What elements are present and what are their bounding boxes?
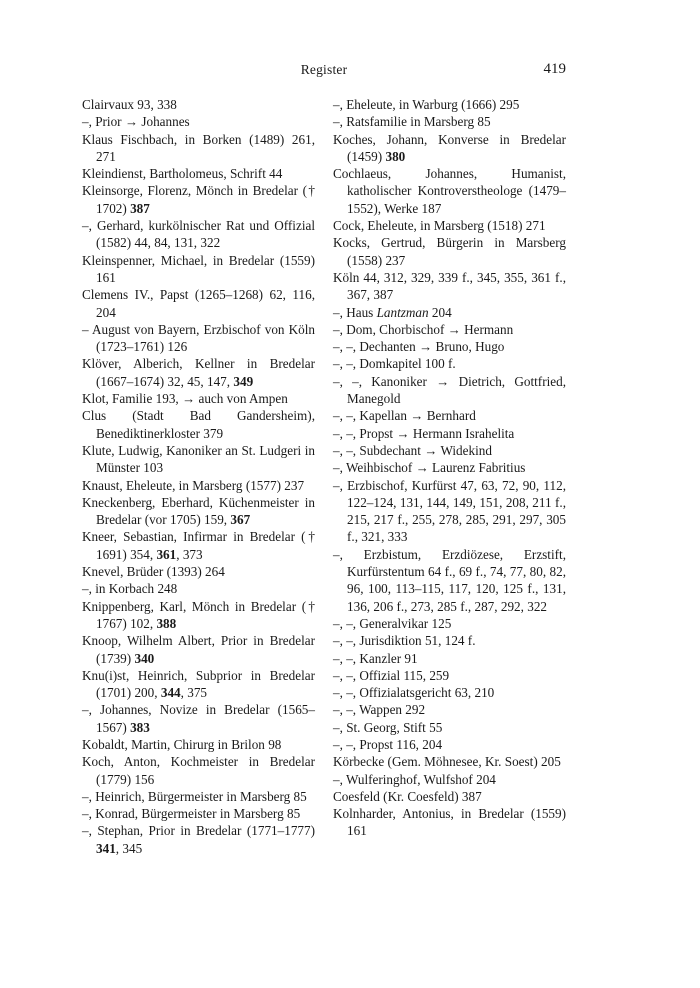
index-column-left xyxy=(82,96,315,857)
index-entry xyxy=(82,321,315,356)
index-entry xyxy=(82,442,315,477)
entry-text: Kneer, Sebastian, Infirmar in Bredelar († 1691) 354, xyxy=(82,529,315,562)
index-entry xyxy=(82,182,315,217)
entry-text: –, –, Dechanten → Bruno, Hugo xyxy=(333,339,505,355)
index-entry xyxy=(82,165,315,182)
entry-text: Knevel, Brüder (1393) 264 xyxy=(82,564,225,580)
entry-text: Klot, Familie 193, → auch von Ampen xyxy=(82,391,288,407)
entry-text: Klöver, Alberich, Kellner in Bredelar (1667–1674) 32, 45, 147, xyxy=(82,356,315,389)
entry-text: Kleinsorge, Florenz, Mönch in Bredelar († 1702) xyxy=(82,183,315,216)
index-column-right xyxy=(333,96,566,840)
entry-text: –, –, Offizial 115, 259 xyxy=(333,667,450,683)
index-entry xyxy=(82,701,315,736)
entry-text: Koch, Anton, Kochmeister in Bredelar (1779) 156 xyxy=(82,754,315,787)
entry-text: –, Haus xyxy=(333,304,377,320)
index-entry xyxy=(333,165,566,217)
entry-text: –, –, Offizialatsgericht 63, 210 xyxy=(333,685,495,701)
entry-text: Cock, Eheleute, in Marsberg (1518) 271 xyxy=(333,218,546,234)
entry-text: –, Heinrich, Bürgermeister in Marsberg 85 xyxy=(82,788,307,804)
index-entry xyxy=(333,719,566,736)
index-entry xyxy=(333,442,566,459)
entry-text: Köln 44, 312, 329, 339 f., 345, 355, 361 f., 367, 387 xyxy=(333,269,566,303)
index-entry xyxy=(333,805,566,840)
entry-text: –, –, Kanzler 91 xyxy=(333,650,418,666)
entry-text: –, Ratsfamilie in Marsberg 85 xyxy=(333,114,491,130)
index-entry xyxy=(333,736,566,753)
index-entry xyxy=(82,563,315,580)
entry-text: –, Prior → Johannes xyxy=(82,114,190,130)
index-entry xyxy=(82,528,315,563)
entry-text: Klute, Ludwig, Kanoniker an St. Ludgeri in Münster 103 xyxy=(82,442,315,476)
entry-text: Koches, Johann, Konverse in Bredelar (1459) xyxy=(333,131,566,164)
index-entry xyxy=(333,684,566,701)
index-entry xyxy=(333,753,566,770)
index-entry xyxy=(82,580,315,597)
index-entry xyxy=(82,217,315,252)
entry-page-ref-bold: 388 xyxy=(156,615,177,631)
index-entry xyxy=(82,788,315,805)
entry-text: Körbecke (Gem. Möhnesee, Kr. Soest) 205 xyxy=(333,754,561,770)
index-entry xyxy=(333,234,566,269)
entry-page-ref-bold: 367 xyxy=(230,512,251,528)
entry-text: Knaust, Eheleute, in Marsberg (1577) 237 xyxy=(82,477,305,493)
entry-text: –, Weihbischof → Laurenz Fabritius xyxy=(333,460,526,476)
index-entry xyxy=(82,805,315,822)
index-entry xyxy=(333,477,566,546)
index-entry xyxy=(82,667,315,702)
entry-text: Kleindienst, Bartholomeus, Schrift 44 xyxy=(82,166,283,182)
entry-text-italic: Lantzman xyxy=(376,304,429,320)
entry-text: Kobaldt, Martin, Chirurg in Brilon 98 xyxy=(82,736,282,752)
entry-text: –, –, Generalvikar 125 xyxy=(333,615,452,631)
index-entry xyxy=(333,217,566,234)
entry-page-ref-bold: 341 xyxy=(96,840,116,856)
entry-text: Clairvaux 93, 338 xyxy=(82,97,177,112)
entry-text: –, Dom, Chorbischof → Hermann xyxy=(333,321,514,337)
index-entry xyxy=(333,321,566,338)
page-number: 419 xyxy=(543,61,566,77)
entry-page-ref-bold: 361 xyxy=(156,546,177,562)
index-entry xyxy=(333,96,566,113)
entry-text: –, Erzbischof, Kurfürst 47, 63, 72, 90, 112, 122–124, 131, 144, 149, 151, 208, 211 f., 215, 217 f., 255, 278, 285, 291, 297, 305 f., 321, 333 xyxy=(333,477,566,545)
entry-page-ref-bold: 380 xyxy=(385,148,406,164)
entry-text: –, Erzbistum, Erzdiözese, Erzstift, Kurfürstentum 64 f., 69 f., 74, 77, 80, 82, 96, 100, 113–115, 117, 120, 125 f., 131, 136, 206 f., 273, 285 f., 287, 292, 322 xyxy=(333,546,566,614)
index-entry xyxy=(82,753,315,788)
index-entry xyxy=(333,304,566,321)
index-entry xyxy=(82,131,315,166)
entry-text: –, –, Propst 116, 204 xyxy=(333,736,443,752)
index-entry xyxy=(82,407,315,442)
index-entry xyxy=(82,113,315,130)
entry-text: –, –, Kanoniker → Dietrich, Gottfried, Manegold xyxy=(333,373,566,407)
entry-text: – August von Bayern, Erzbischof von Köln (1723–1761) 126 xyxy=(82,321,315,355)
index-entry xyxy=(333,701,566,718)
entry-text: –, Wulferinghof, Wulfshof 204 xyxy=(333,771,496,787)
entry-text: –, –, Propst → Hermann Israhelita xyxy=(333,425,515,441)
index-entry xyxy=(82,632,315,667)
entry-text: Knoop, Wilhelm Albert, Prior in Bredelar (1739) xyxy=(82,633,315,666)
entry-text: Clemens IV., Papst (1265–1268) 62, 116, 204 xyxy=(82,287,315,320)
entry-text: Clus (Stadt Bad Gandersheim), Benediktinerkloster 379 xyxy=(82,408,315,441)
entry-text: –, –, Wappen 292 xyxy=(333,702,426,718)
running-title: Register xyxy=(300,62,348,77)
entry-page-ref-bold: 383 xyxy=(130,719,150,735)
entry-text: Coesfeld (Kr. Coesfeld) 387 xyxy=(333,788,482,804)
entry-text: –, Gerhard, kurkölnischer Rat und Offizial (1582) 44, 84, 131, 322 xyxy=(82,218,315,251)
index-entry xyxy=(333,667,566,684)
index-entry xyxy=(333,615,566,632)
entry-text: –, Eheleute, in Warburg (1666) 295 xyxy=(333,97,520,112)
index-entry xyxy=(82,822,315,857)
entry-text: Kolnharder, Antonius, in Bredelar (1559) 161 xyxy=(333,806,566,839)
entry-text: –, St. Georg, Stift 55 xyxy=(333,719,443,735)
entry-text: –, Stephan, Prior in Bredelar (1771–1777) xyxy=(82,823,315,839)
index-entry xyxy=(333,269,566,304)
index-entry xyxy=(333,788,566,805)
entry-text: –, –, Kapellan → Bernhard xyxy=(333,408,476,424)
entry-page-ref-bold: 349 xyxy=(233,373,254,389)
entry-page-ref-bold: 340 xyxy=(134,650,155,666)
entry-text: –, in Korbach 248 xyxy=(82,581,178,597)
entry-text: Kleinspenner, Michael, in Bredelar (1559) 161 xyxy=(82,252,315,285)
running-head xyxy=(82,62,566,82)
index-entry xyxy=(82,252,315,287)
index-entry xyxy=(82,736,315,753)
index-entry xyxy=(333,355,566,372)
index-entry xyxy=(333,407,566,424)
index-entry xyxy=(82,355,315,390)
entry-text: –, Konrad, Bürgermeister in Marsberg 85 xyxy=(82,806,301,822)
index-entry xyxy=(82,286,315,321)
entry-text: –, –, Subdechant → Widekind xyxy=(333,442,492,458)
index-entry xyxy=(333,113,566,130)
index-entry xyxy=(333,650,566,667)
entry-text: , 375 xyxy=(180,685,207,701)
index-entry xyxy=(333,632,566,649)
entry-text: Kneckenberg, Eberhard, Küchenmeister in Bredelar (vor 1705) 159, xyxy=(82,494,315,528)
index-entry xyxy=(82,598,315,633)
index-entry xyxy=(333,546,566,615)
index-entry xyxy=(333,425,566,442)
entry-page-ref-bold: 387 xyxy=(130,200,150,216)
index-entry xyxy=(82,494,315,529)
entry-text: Knu(i)st, Heinrich, Subprior in Bredelar (1701) 200, xyxy=(82,667,315,701)
index-entry xyxy=(82,390,315,407)
entry-text: 204 xyxy=(428,304,452,320)
index-entry xyxy=(333,459,566,476)
entry-text: –, Johannes, Novize in Bredelar (1565–1567) xyxy=(82,702,315,735)
entry-page-ref-bold: 344 xyxy=(160,685,181,701)
entry-text: –, –, Jurisdiktion 51, 124 f. xyxy=(333,633,476,649)
entry-text: Klaus Fischbach, in Borken (1489) 261, 271 xyxy=(82,131,315,164)
index-entry xyxy=(333,338,566,355)
index-entry xyxy=(82,96,315,113)
index-entry xyxy=(333,131,566,166)
entry-text: , 345 xyxy=(115,840,143,856)
index-entry xyxy=(333,373,566,408)
entry-text: –, –, Domkapitel 100 f. xyxy=(333,356,456,372)
index-entry xyxy=(82,477,315,494)
entry-text: Kocks, Gertrud, Bürgerin in Marsberg (1558) 237 xyxy=(333,235,566,268)
entry-text: Cochlaeus, Johannes, Humanist, katholischer Kontroverstheologe (1479–1552), Werke 187 xyxy=(333,166,566,216)
entry-text: , 373 xyxy=(176,546,203,562)
index-entry xyxy=(333,771,566,788)
entry-text: Knippenberg, Karl, Mönch in Bredelar († 1767) 102, xyxy=(82,598,315,631)
